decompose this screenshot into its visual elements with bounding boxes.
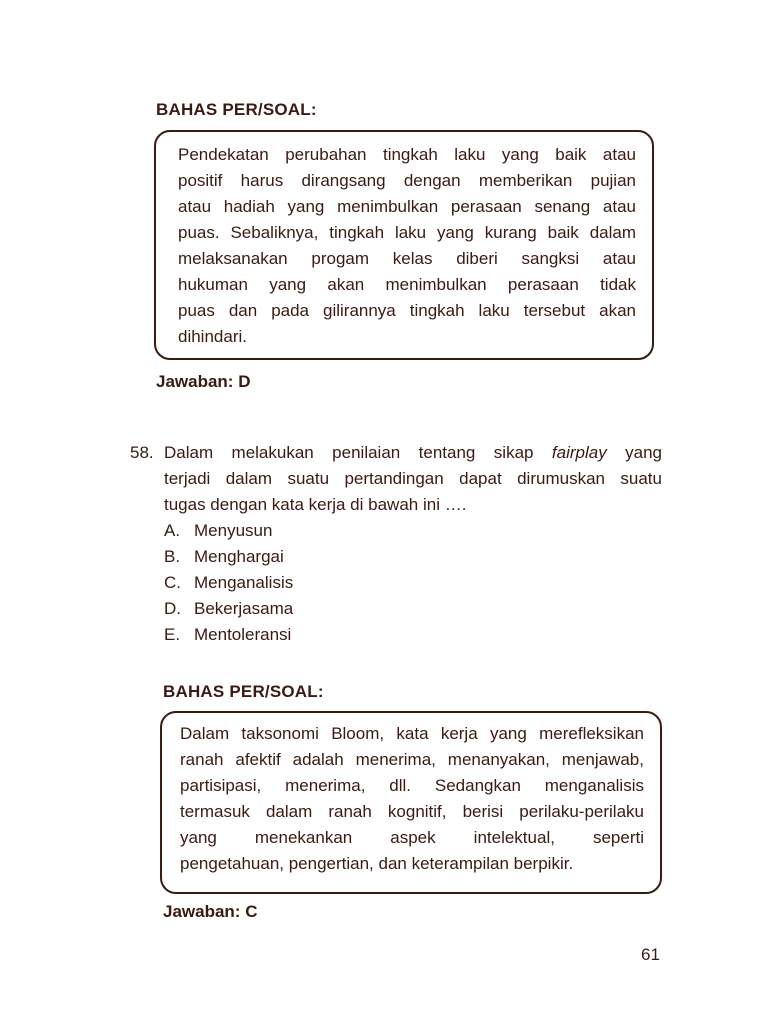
answer-label-1: Jawaban: D — [156, 372, 251, 391]
explanation-line: yang menekankan aspek intelektual, seperti — [180, 828, 644, 847]
question-text — [164, 440, 662, 518]
explanation-line: pengetahuan, pengertian, dan keterampilan berpikir. — [180, 854, 574, 873]
explanation-line: puas. Sebaliknya, tingkah laku yang kurang baik dalam — [178, 223, 636, 242]
discussion-heading-1: BAHAS PER/SOAL: — [156, 100, 317, 119]
option-b: B. Menghargai — [164, 547, 284, 566]
explanation-line: dihindari. — [178, 327, 247, 346]
explanation-line: puas dan pada gilirannya tingkah laku tersebut akan — [178, 301, 636, 320]
fairplay-term: fairplay — [551, 443, 607, 462]
option-c: C. Menganalisis — [164, 573, 294, 592]
explanation-line: ranah afektif adalah menerima, menanyakan, menjawab, — [180, 750, 644, 769]
explanation-line: atau hadiah yang menimbulkan perasaan senang atau — [178, 197, 636, 216]
question-line-2: terjadi dalam suatu pertandingan dapat dirumuskan suatu — [164, 469, 662, 488]
question-number: 58. — [130, 443, 154, 462]
explanation-line: Pendekatan perubahan tingkah laku yang baik atau — [178, 145, 636, 164]
explanation-line: positif harus dirangsang dengan memberikan pujian — [178, 171, 636, 190]
explanation-line: partisipasi, menerima, dll. Sedangkan menganalisis — [180, 776, 644, 795]
option-d: D. Bekerjasama — [164, 599, 294, 618]
answer-label-2: Jawaban: C — [163, 902, 258, 921]
explanation-line: hukuman yang akan menimbulkan perasaan tidak — [178, 275, 636, 294]
explanation-text-1 — [178, 142, 636, 350]
explanation-text-2 — [180, 721, 644, 877]
explanation-line: Dalam taksonomi Bloom, kata kerja yang merefleksikan — [180, 724, 644, 743]
option-a: A. Menyusun — [164, 521, 273, 540]
question-line-1: Dalam melakukan penilaian tentang sikap fairplay yang — [164, 443, 662, 462]
question-line-3: tugas dengan kata kerja di bawah ini …. — [164, 495, 467, 514]
option-e: E. Mentoleransi — [164, 625, 292, 644]
discussion-heading-2: BAHAS PER/SOAL: — [163, 682, 324, 701]
explanation-line: termasuk dalam ranah kognitif, berisi perilaku-perilaku — [180, 802, 644, 821]
explanation-line: melaksanakan progam kelas diberi sangksi atau — [178, 249, 636, 268]
page-number: 61 — [641, 945, 660, 964]
